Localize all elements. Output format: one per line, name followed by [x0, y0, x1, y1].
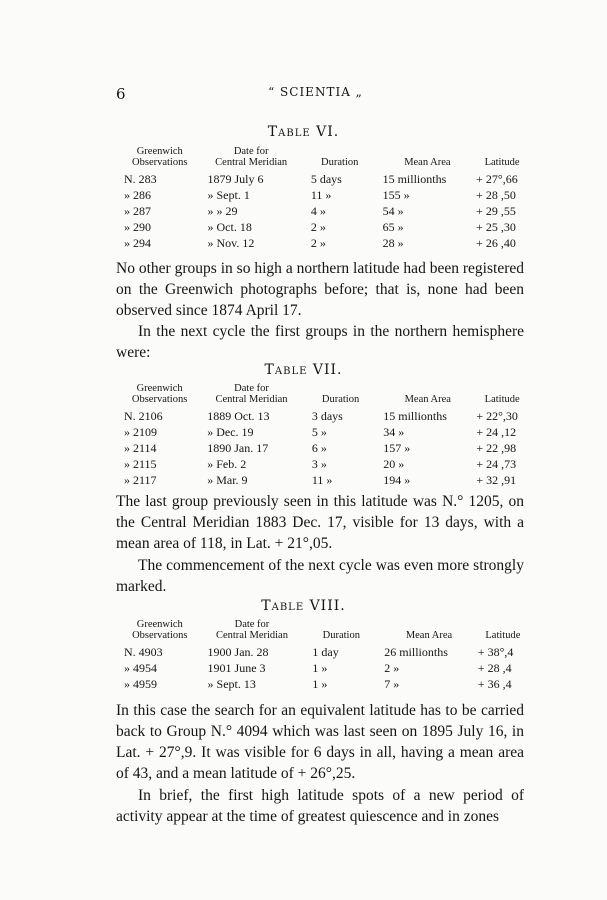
paragraph-3: The last group previously seen in this latitude was N.° 1205, on the Central Meridian 1883 Dec. 17, visible for 13 days, with a mean area of 118, in Lat. + 21°,05. — [116, 493, 524, 552]
col-header-mean-area: Mean Area — [405, 630, 453, 641]
col-header-observations: Greenwich Observations — [132, 619, 188, 641]
paragraph-1: No other groups in so high a northern latitude had been registered on the Greenwich photographs before; that is, none had been observed since 1874 April 17. — [116, 260, 524, 319]
col-header-latitude: Latitude — [485, 630, 521, 641]
table-row: » 286 » Sept. 1 11 » 155 » + 28 ,50 — [124, 188, 516, 202]
running-title: “ SCIENTIA „ — [268, 85, 363, 99]
table-row: » 4959 » Sept. 13 1 » 7 » + 36 ,4 — [124, 677, 512, 691]
paragraph-5: In this case the search for an equivalent latitude has to be carried back to Group N.° 4094 which was last seen on 1895 July 16, in Lat. + 27°,9. It was visible for 6 days in all, having a mean area of 43, and a mean latitude of + 26°,25. — [116, 702, 524, 782]
table-row: » 2114 1890 Jan. 17 6 » 157 » + 22 ,98 — [124, 441, 517, 455]
col-header-mean-area: Mean Area — [404, 157, 451, 168]
col-header-observations: Greenwich Observations — [132, 146, 188, 168]
table-row: » 287 » » 29 4 » 54 » + 29 ,55 — [124, 204, 516, 218]
page-header — [116, 85, 515, 105]
table-row: » 290 » Oct. 18 2 » 65 » + 25 ,30 — [124, 220, 516, 234]
col-header-duration: Duration — [321, 394, 360, 405]
table-header-row — [112, 619, 530, 644]
col-header-observations: Greenwich Observations — [131, 383, 188, 405]
table-viii-title: Table VIII. — [261, 598, 346, 614]
table-vii — [112, 383, 530, 488]
table-row: » 2115 » Feb. 2 3 » 20 » + 24 ,73 — [124, 457, 517, 471]
col-header-mean-area: Mean Area — [404, 394, 451, 405]
col-header-duration: Duration — [321, 157, 359, 168]
table-vii-title: Table VII. — [264, 362, 343, 378]
col-header-latitude: Latitude — [484, 394, 520, 405]
col-header-duration: Duration — [322, 630, 360, 641]
table-row: » 4954 1901 June 3 1 » 2 » + 28 ,4 — [124, 661, 512, 675]
paragraph-6: In brief, the first high latitude spots of a new period of activity appear at the time of greatest quiescence and in zones — [116, 787, 524, 825]
col-header-date: Date for Central Meridian — [215, 146, 288, 168]
paragraph-4: The commencement of the next cycle was even more strongly marked. — [116, 557, 524, 595]
col-header-latitude: Latitude — [484, 157, 520, 168]
table-row: N. 4903 1900 Jan. 28 1 day 26 millionths + 38°,4 — [124, 645, 514, 659]
table-row: N. 2106 1889 Oct. 13 3 days 15 millionths + 22°,30 — [124, 409, 518, 423]
table-viii — [112, 619, 530, 692]
paragraph-2: In the next cycle the first groups in the northern hemisphere were: — [116, 323, 524, 361]
col-header-date: Date for Central Meridian — [215, 383, 288, 405]
table-vi-title: Table VI. — [267, 124, 340, 140]
table-header-row — [112, 383, 530, 408]
table-row: » 2117 » Mar. 9 11 » 194 » + 32 ,91 — [124, 473, 517, 487]
table-row: N. 283 1879 July 6 5 days 15 millionths + 27°,66 — [124, 172, 518, 186]
table-row: » 2109 » Dec. 19 5 » 34 » + 24 ,12 — [124, 425, 517, 439]
table-header-row — [112, 146, 530, 171]
page-number: 6 — [116, 85, 126, 103]
table-row: » 294 » Nov. 12 2 » 28 » + 26 ,40 — [124, 236, 516, 250]
col-header-date: Date for Central Meridian — [215, 619, 288, 641]
table-vi — [112, 146, 530, 251]
